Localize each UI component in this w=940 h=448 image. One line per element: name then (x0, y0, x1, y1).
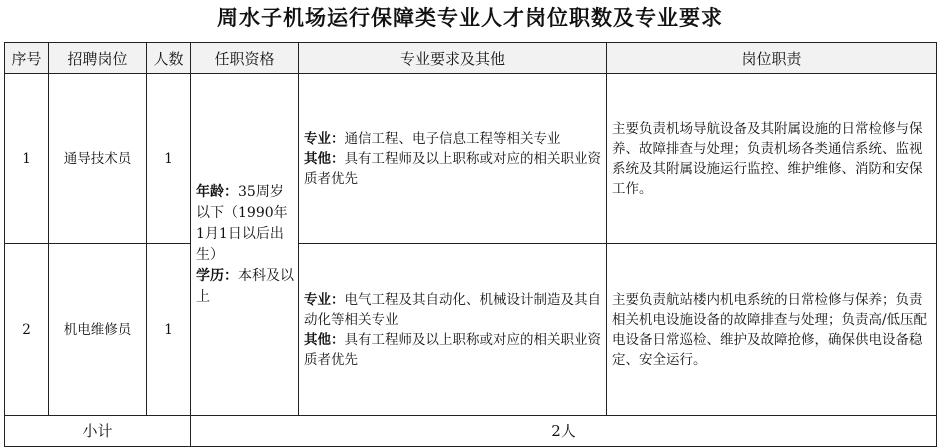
other-value: 具有工程师及以上职称或对应的相关职业资质者优先 (304, 331, 601, 368)
subtotal-value: 2人 (191, 416, 937, 447)
row-seq: 2 (5, 244, 49, 416)
other-label: 其他： (304, 331, 345, 348)
major-label: 专业： (304, 291, 345, 308)
age-label: 年龄： (196, 183, 238, 200)
header-seq: 序号 (5, 43, 49, 74)
requirements-cell (299, 244, 607, 416)
other-value: 具有工程师及以上职称或对应的相关职业资质者优先 (304, 150, 601, 187)
header-position: 招聘岗位 (49, 43, 147, 74)
major-value: 电气工程及其自动化、机械设计制造及其自动化等相关专业 (304, 291, 601, 328)
page-title: 周水子机场运行保障类专业人才岗位职数及专业要求 (217, 5, 723, 30)
education-value: 本科及以上 (196, 267, 294, 305)
age-value: 35周岁以下（1990年1月1日以后出生） (196, 183, 288, 263)
row-count: 1 (147, 244, 191, 416)
education-label: 学历： (196, 267, 238, 284)
row-seq: 1 (5, 74, 49, 244)
duties-cell: 主要负责机场导航设备及其附属设施的日常检修与保养、故障排查与处理；负责机场各类通信系统、监视系统及其附属设施运行监控、维护维修、消防和安保工作。 (607, 74, 937, 244)
job-requirements-table (4, 42, 937, 447)
header-duties: 岗位职责 (607, 43, 937, 74)
subtotal-row (5, 416, 937, 447)
requirements-cell (299, 74, 607, 244)
duties-cell: 主要负责航站楼内机电系统的日常检修与保养；负责相关机电设施设备的故障排查与处理；负责高/低压配电设备日常巡检、维护及故障抢修，确保供电设备稳定、安全运行。 (607, 244, 937, 416)
qualification-cell (191, 74, 299, 416)
other-label: 其他： (304, 150, 345, 167)
header-qualification: 任职资格 (191, 43, 299, 74)
major-label: 专业： (304, 130, 345, 147)
header-count: 人数 (147, 43, 191, 74)
header-requirements: 专业要求及其他 (299, 43, 607, 74)
table-header-row (5, 43, 937, 74)
row-position: 通导技术员 (49, 74, 147, 244)
table-row (5, 74, 937, 244)
subtotal-label: 小计 (5, 416, 191, 447)
major-value: 通信工程、电子信息工程等相关专业 (344, 130, 561, 147)
row-position: 机电维修员 (49, 244, 147, 416)
row-count: 1 (147, 74, 191, 244)
table-row (5, 244, 937, 416)
